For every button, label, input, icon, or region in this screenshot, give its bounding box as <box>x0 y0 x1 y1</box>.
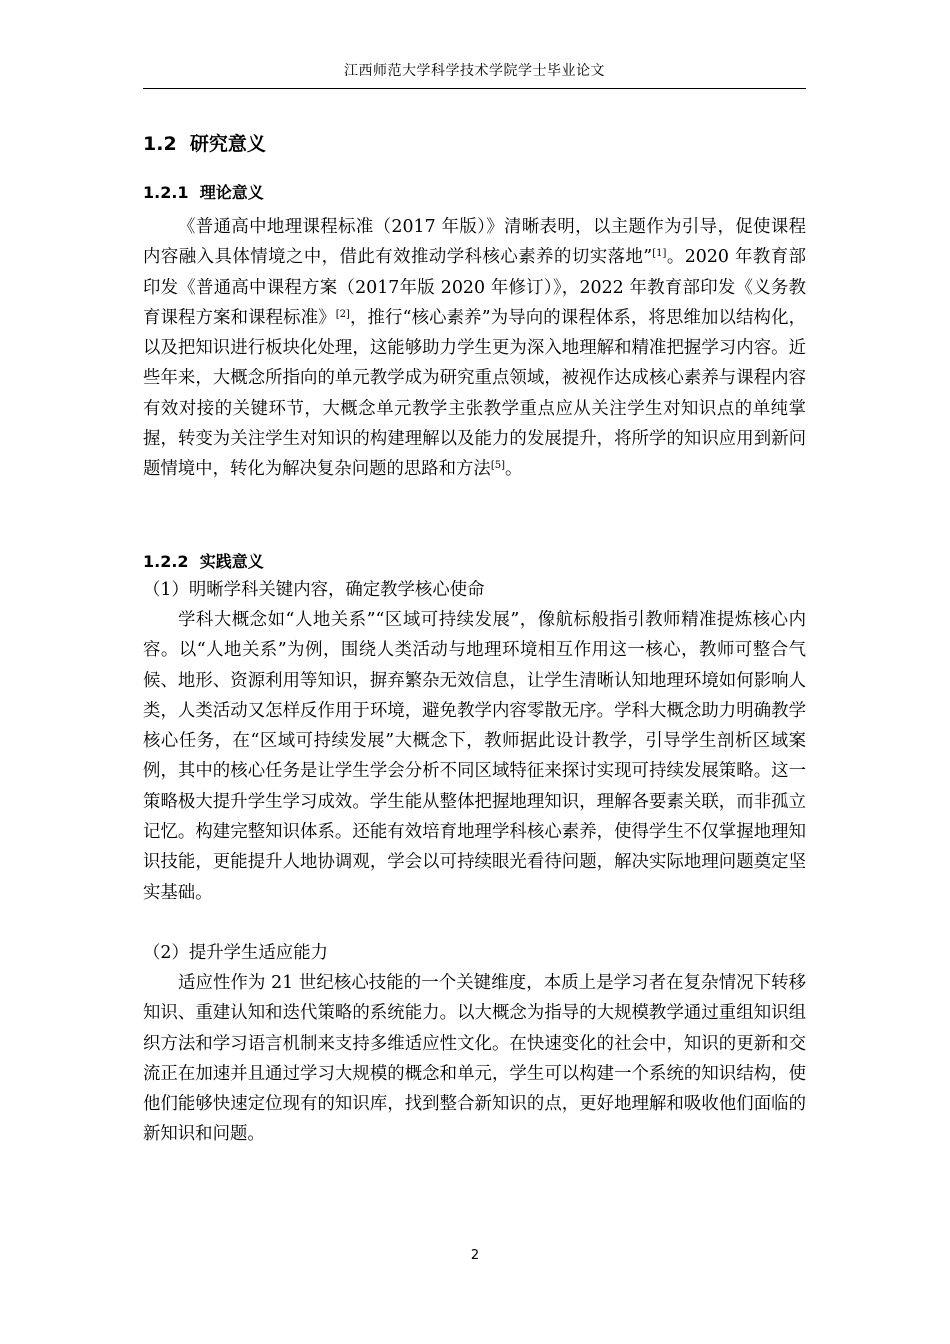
paragraph-text: 《普通高中地理课程标准（2017 年版）》清晰表明，以主题作为引导，促使课程内容融入具体情境之中，借此有效推动学科核心素养的切实落地” <box>143 217 806 268</box>
subsection-title: 实践意义 <box>199 552 264 571</box>
list-item-2: （2）提升学生适应能力 <box>143 943 328 963</box>
theory-paragraph <box>143 212 806 485</box>
subsection-number: 1.2.1 <box>143 183 189 202</box>
citation: [2] <box>335 308 350 320</box>
subsection-title: 理论意义 <box>199 183 264 202</box>
subsection-heading-practice <box>143 549 264 575</box>
citation: [5] <box>490 460 505 472</box>
section-title: 研究意义 <box>189 133 266 155</box>
practice-paragraph-1: 学科大概念如“人地关系”“区域可持续发展”，像航标般指引教师精准提炼核心内容。以“人地关系”为例，围绕人类活动与地理环境相互作用这一核心，教师可整合气候、地形、资源利用等知识，摒弃繁杂无效信息，让学生清晰认知地理环境如何影响人类，人类活动又怎样反作用于环境，避免教学内容零散无序。学科大概念助力明确教学核心任务，在“区域可持续发展”大概念下，教师据此设计教学，引导学生剖析区域案例，其中的核心任务是让学生学会分析不同区域特征来探讨实现可持续发展策略。这一策略极大提升学生学习成效。学生能从整体把握地理知识，理解各要素关联，而非孤立记忆。构建完整知识体系。还能有效培育地理学科核心素养，使得学生不仅掌握地理知识技能，更能提升人地协调观，学会以可持续眼光看待问题，解决实际地理问题奠定坚实基础。 <box>143 610 806 903</box>
list-item-1: （1）明晰学科关键内容，确定教学核心使命 <box>143 580 485 600</box>
practice-paragraph-2: 适应性作为 21 世纪核心技能的一个关键维度，本质上是学习者在复杂情况下转移知识、重建认知和迭代策略的系统能力。以大概念为指导的大规模教学通过重组知识组织方法和学习语言机制来支持多维适应性文化。在快速变化的社会中，知识的更新和交流正在加速并且通过学习大规模的概念和单元，学生可以构建一个系统的知识结构，使他们能够快速定位现有的知识库，找到整合新知识的点，更好地理解和吸收他们面临的新知识和问题。 <box>143 973 806 1145</box>
paragraph-text: 。2020 年教育部印发《普通高中课程方案（2017年版 2020 年修订）》，2022 年教育部印发《义务教育课程方案和课程标准》 <box>143 247 806 328</box>
subsection-number: 1.2.2 <box>143 552 189 571</box>
running-header: 江西师范大学科学技术学院学士毕业论文 <box>344 63 605 79</box>
citation: [1] <box>652 248 667 260</box>
paragraph-text: ，推行“核心素养”为导向的课程体系，将思维加以结构化，以及把知识进行板块化处理，这能够助力学生更为深入地理解和精准把握学习内容。近些年来，大概念所指向的单元教学成为研究重点领域，被视作达成核心素养与课程内容有效对接的关键环节，大概念单元教学主张教学重点应从关注学生对知识点的单纯掌握，转变为关注学生对知识的构建理解以及能力的发展提升，将所学的知识应用到新问题情境中，转化为解决复杂问题的思路和方法 <box>143 307 806 480</box>
paragraph-text: 。 <box>505 459 523 480</box>
subsection-heading-theory <box>143 180 264 206</box>
section-heading <box>143 129 266 159</box>
header-rule <box>143 88 806 89</box>
section-number: 1.2 <box>143 133 177 155</box>
page-number: 2 <box>470 1248 480 1263</box>
